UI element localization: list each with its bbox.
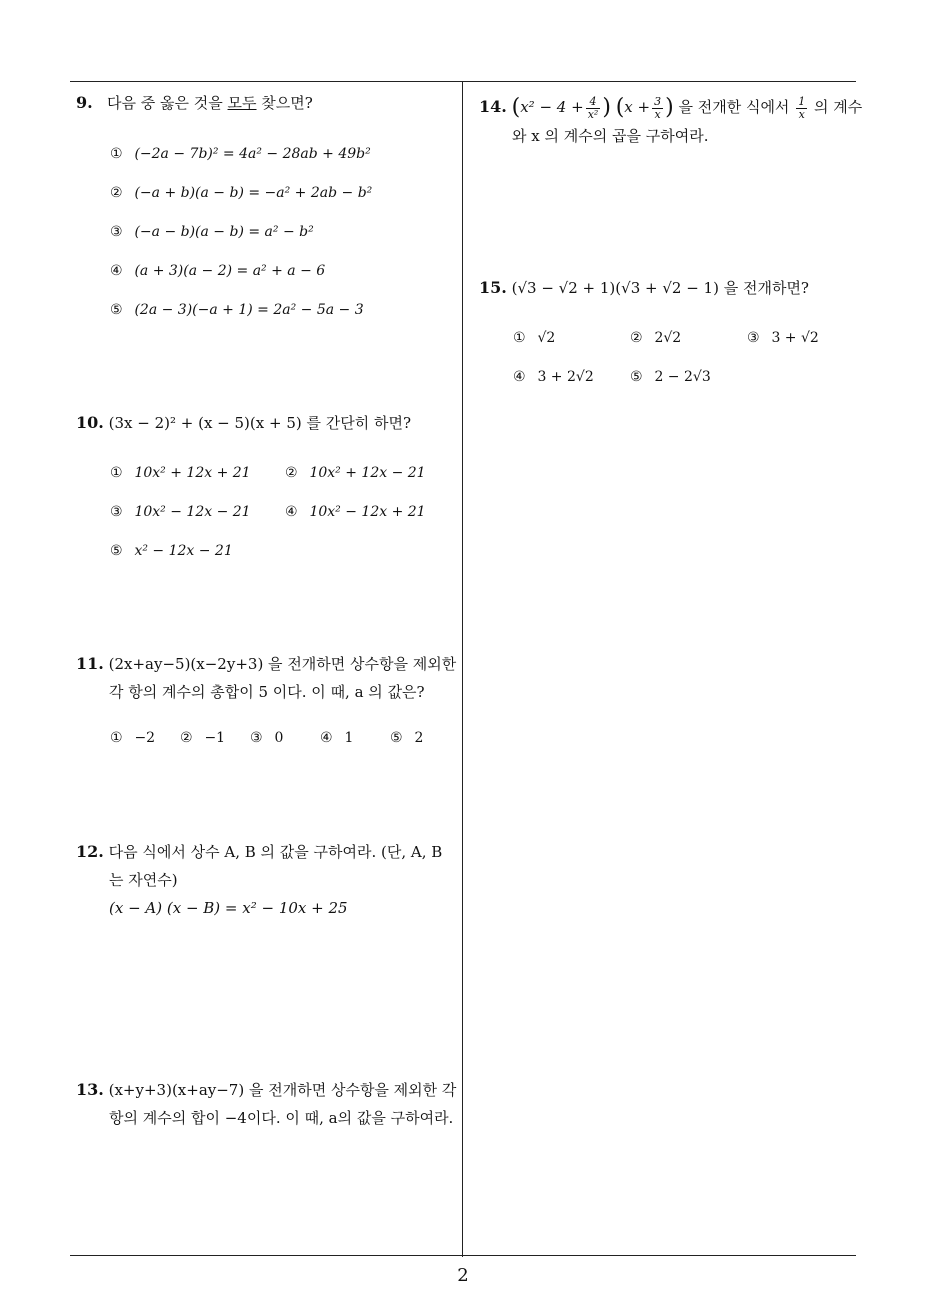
question-9 [76, 89, 313, 117]
option-mark: ① [110, 730, 123, 746]
q15-option-1[interactable] [513, 330, 555, 346]
option-mark: ② [285, 465, 298, 481]
question-10 [76, 409, 411, 437]
question-stem-line2: 항의 계수의 합이 −4이다. 이 때, a의 값을 구하여라. [109, 1109, 454, 1127]
q15-option-4[interactable] [513, 369, 594, 385]
option-mark: ③ [110, 224, 123, 240]
question-number: 15. [479, 278, 507, 297]
q10-option-4[interactable] [285, 504, 426, 520]
page-number: 2 [457, 1265, 469, 1286]
q10-option-2[interactable] [285, 465, 426, 481]
option-text: 10x² + 12x + 21 [134, 465, 251, 481]
option-mark: ⑤ [630, 369, 643, 385]
question-number: 10. [76, 413, 104, 432]
paren-open: ( [511, 95, 521, 120]
column-divider [462, 81, 463, 1257]
question-14 [479, 93, 862, 150]
option-text: 2 − 2√3 [654, 369, 711, 385]
option-mark: ③ [110, 504, 123, 520]
option-text: x² − 12x − 21 [134, 543, 233, 559]
question-stem: 을 전개한 식에서 [678, 98, 790, 116]
question-stem-line1: 다음 식에서 상수 A, B 의 값을 구하여라. (단, A, B [108, 843, 443, 861]
option-mark: ④ [320, 730, 333, 746]
fraction-denominator: x [798, 107, 805, 121]
fraction-numerator: 1 [798, 94, 806, 108]
question-number: 12. [76, 842, 104, 861]
q15-option-2[interactable] [630, 330, 681, 346]
option-text: (2a − 3)(−a + 1) = 2a² − 5a − 3 [134, 302, 364, 318]
q11-option-2[interactable] [180, 730, 225, 746]
question-13 [76, 1076, 456, 1132]
q15-option-3[interactable] [747, 330, 819, 346]
q9-option-3[interactable] [110, 224, 314, 240]
option-mark: ② [180, 730, 193, 746]
q11-option-4[interactable] [320, 730, 353, 746]
fraction-denominator: x² [587, 107, 599, 121]
option-mark: ⑤ [110, 543, 123, 559]
question-stem-line2: 각 항의 계수의 총합이 5 이다. 이 때, a 의 값은? [109, 683, 425, 701]
q9-option-4[interactable] [110, 263, 325, 279]
expr-term: x² − 4 + [520, 98, 584, 116]
option-text: (−2a − 7b)² = 4a² − 28ab + 49b² [134, 146, 371, 162]
fraction [586, 96, 601, 121]
option-text: (a + 3)(a − 2) = a² + a − 6 [134, 263, 326, 279]
option-text: √2 [537, 330, 556, 346]
option-text: 3 + √2 [771, 330, 819, 346]
option-mark: ② [110, 185, 123, 201]
question-stem-line2: 와 x 의 계수의 곱을 구하여라. [512, 127, 709, 145]
option-mark: ⑤ [110, 302, 123, 318]
question-11 [76, 650, 456, 706]
expr-term: x + [624, 98, 651, 116]
option-text: 10x² − 12x − 21 [134, 504, 251, 520]
question-number: 13. [76, 1080, 104, 1099]
option-text: 10x² + 12x − 21 [309, 465, 426, 481]
option-text: 0 [274, 730, 284, 746]
fraction-numerator: 4 [586, 96, 601, 109]
option-text: −2 [134, 730, 156, 746]
question-stem-emphasis: 모두 [227, 94, 257, 112]
question-stem: (√3 − √2 + 1)(√3 + √2 − 1) 을 전개하면? [511, 279, 809, 297]
q10-option-3[interactable] [110, 504, 251, 520]
option-mark: ④ [513, 369, 526, 385]
q9-option-1[interactable] [110, 146, 371, 162]
option-mark: ① [513, 330, 526, 346]
option-text: 1 [344, 730, 354, 746]
question-equation: (x − A) (x − B) = x² − 10x + 25 [109, 899, 348, 917]
fraction-denominator: x [654, 107, 661, 121]
question-number: 14. [479, 97, 507, 116]
paren-open: ( [615, 95, 625, 120]
option-mark: ① [110, 465, 123, 481]
q9-option-5[interactable] [110, 302, 364, 318]
question-number: 9. [76, 93, 93, 112]
option-mark: ③ [250, 730, 263, 746]
q11-option-3[interactable] [250, 730, 283, 746]
question-stem-end: 찾으면? [256, 94, 313, 112]
question-stem: 다음 중 옳은 것을 [107, 94, 228, 112]
question-stem-line2: 는 자연수) [109, 871, 178, 889]
q15-option-5[interactable] [630, 369, 711, 385]
fraction [796, 96, 807, 121]
question-number: 11. [76, 654, 104, 673]
fraction-numerator: 3 [654, 94, 662, 108]
question-stem: (3x − 2)² + (x − 5)(x + 5) 를 간단히 하면? [108, 414, 412, 432]
q11-option-1[interactable] [110, 730, 155, 746]
question-stem-line1: (2x+ay−5)(x−2y+3) 을 전개하면 상수항을 제외한 [108, 655, 457, 673]
q10-option-5[interactable] [110, 543, 233, 559]
option-text: (−a − b)(a − b) = a² − b² [134, 224, 314, 240]
option-mark: ⑤ [390, 730, 403, 746]
option-mark: ④ [285, 504, 298, 520]
q11-option-5[interactable] [390, 730, 423, 746]
fraction [652, 96, 663, 121]
top-rule [70, 81, 856, 82]
q9-option-2[interactable] [110, 185, 372, 201]
option-text: 10x² − 12x + 21 [309, 504, 426, 520]
option-text: −1 [204, 730, 226, 746]
option-text: 2√2 [654, 330, 682, 346]
option-text: (−a + b)(a − b) = −a² + 2ab − b² [134, 185, 373, 201]
question-15 [479, 274, 809, 302]
paren-close: ) [665, 95, 674, 120]
paren-close: ) [602, 95, 611, 120]
question-stem-end: 의 계수 [813, 98, 863, 116]
option-text: 2 [414, 730, 424, 746]
q10-option-1[interactable] [110, 465, 251, 481]
option-mark: ① [110, 146, 123, 162]
option-mark: ③ [747, 330, 760, 346]
option-mark: ④ [110, 263, 123, 279]
question-12 [76, 838, 442, 922]
option-text: 3 + 2√2 [537, 369, 594, 385]
question-stem-line1: (x+y+3)(x+ay−7) 을 전개하면 상수항을 제외한 각 [108, 1081, 457, 1099]
bottom-rule [70, 1255, 856, 1256]
option-mark: ② [630, 330, 643, 346]
